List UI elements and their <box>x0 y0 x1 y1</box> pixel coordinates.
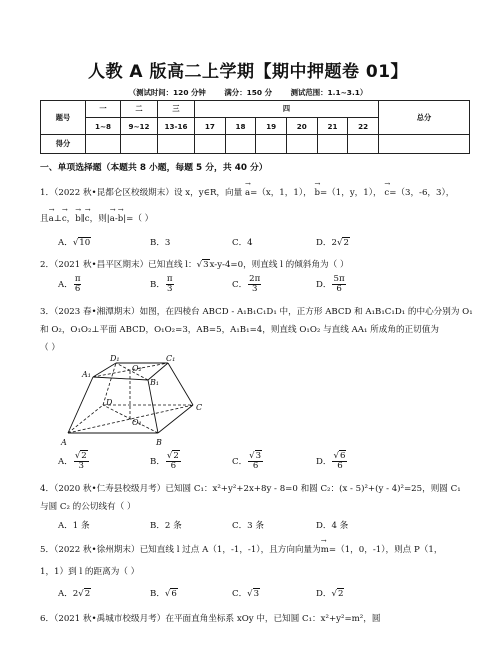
text: A． <box>58 238 73 248</box>
denominator: 6 <box>252 461 259 472</box>
table-cell: 20 <box>286 118 317 135</box>
option-d[interactable] <box>316 275 347 294</box>
table-cell: 18 <box>225 118 256 135</box>
table-cell: 四 <box>195 101 379 118</box>
question-3-line-3: （ ） <box>40 343 60 353</box>
text: C． <box>232 589 248 599</box>
edge-aa1 <box>68 377 93 433</box>
fraction <box>248 452 263 471</box>
text: ，则| <box>89 214 110 224</box>
score-table <box>40 100 470 154</box>
numerator: √2 <box>166 451 179 461</box>
table-cell: 21 <box>317 118 348 135</box>
text: 2．（2021 秋•昌平区期末）已知直线 l： <box>40 260 197 270</box>
question-1-stem <box>40 186 454 198</box>
sqrt-value: 2 <box>81 451 87 461</box>
denominator: 6 <box>170 461 177 472</box>
option-c[interactable]: C．√3 <box>232 589 260 599</box>
numerator: π <box>166 274 173 284</box>
table-cell: 19 <box>256 118 287 135</box>
vector-c: → c <box>384 188 389 198</box>
text: A．2 <box>58 589 79 599</box>
text: C． <box>232 280 248 291</box>
table-cell[interactable] <box>286 135 317 154</box>
option-d[interactable] <box>316 452 348 471</box>
sqrt-value: 2 <box>173 451 179 461</box>
table-cell: 1~8 <box>86 118 121 135</box>
table-cell: 得分 <box>41 135 86 154</box>
option-d[interactable]: D．4 条 <box>316 521 349 531</box>
vector-a: → a <box>49 214 54 224</box>
text: ∥ <box>80 214 85 224</box>
edge-cc1 <box>168 363 193 405</box>
numerator: π <box>74 274 81 284</box>
table-cell: 题号 <box>41 101 86 135</box>
option-b[interactable]: B．2 条 <box>150 521 182 531</box>
table-cell[interactable] <box>158 135 195 154</box>
fraction <box>166 275 174 294</box>
table-cell: 13-16 <box>158 118 195 135</box>
vector-a: → a <box>245 188 250 198</box>
exam-info <box>0 87 496 98</box>
denominator: 6 <box>74 284 81 295</box>
option-d[interactable]: D．√2 <box>316 589 344 599</box>
text: B． <box>150 589 165 599</box>
vector-b: → b <box>314 188 320 198</box>
table-cell[interactable] <box>317 135 348 154</box>
question-2-stem: 2．（2021 秋•昌平区期末）已知直线 l：√3x-y-4=0，则直线 l 的倾斜角为（ ） <box>40 260 349 270</box>
label-o2: O₂ <box>132 364 142 373</box>
label-o1: O₁ <box>132 418 142 427</box>
edge-a1b1 <box>93 377 148 380</box>
table-row <box>41 101 470 118</box>
text: B． <box>150 280 165 291</box>
text: 1．（2022 秋•昆都仑区校级期末）设 x，y∈R，向量 <box>40 188 243 198</box>
sqrt-value: 6 <box>171 589 177 599</box>
question-4-line-2: 与圆 C₂ 的公切线有（ ） <box>40 502 136 512</box>
text: D． <box>316 457 332 468</box>
text: 5．（2022 秋•徐州期末）已知直线 l 过点 A（1，-1，-1），且方向向量为 <box>40 545 321 555</box>
denominator: 3 <box>167 284 173 295</box>
option-a[interactable]: A．√10 <box>58 238 91 248</box>
frustum-figure <box>58 355 218 450</box>
label-c: C <box>196 403 203 412</box>
option-c[interactable]: C．4 <box>232 238 253 248</box>
label-b1: B₁ <box>150 378 160 387</box>
page-title: 人教 A 版高二上学期【期中押题卷 01】 <box>87 62 409 82</box>
table-cell[interactable] <box>379 135 470 154</box>
fraction <box>248 275 261 294</box>
test-scope: 测试范围：1.1~3.1） <box>290 88 368 97</box>
denominator: 6 <box>337 461 343 472</box>
text: D．2 <box>316 238 337 248</box>
denominator: 3 <box>252 284 258 295</box>
question-3-line-1: 3．（2023 春•湘潭期末）如图，在四棱台 ABCD - A₁B₁C₁D₁ 中，正方形 ABCD 和 A₁B₁C₁D₁ 的中心分别为 O₁ <box>40 307 473 317</box>
numerator: √3 <box>249 451 262 461</box>
numerator: 2π <box>249 274 261 284</box>
option-a[interactable] <box>58 275 82 294</box>
text: C． <box>232 457 248 468</box>
text: =（1，0，-1），则点 P（1， <box>328 545 443 555</box>
vector-c: → c <box>85 214 90 224</box>
table-cell: 一 <box>86 101 121 118</box>
text: =（3，-6，3）， <box>389 188 455 198</box>
question-5-line-2: 1，1）到 l 的距离为（ ） <box>40 567 140 577</box>
sqrt-value: 6 <box>339 451 346 461</box>
sqrt-value: 3 <box>253 589 260 599</box>
option-c[interactable] <box>232 452 264 471</box>
numerator: 5π <box>333 274 345 284</box>
option-d[interactable]: D．2√2 <box>316 238 349 248</box>
text: |=（ ） <box>123 214 154 224</box>
vector-a: → a <box>110 214 115 224</box>
hidden-diagonal-bd <box>103 405 158 433</box>
table-cell: 17 <box>195 118 226 135</box>
fraction <box>332 452 347 471</box>
text: ⊥ <box>53 214 62 224</box>
option-c[interactable] <box>232 275 262 294</box>
fraction <box>74 452 89 471</box>
option-a[interactable]: A．1 条 <box>58 521 90 531</box>
sqrt-value: 2 <box>84 589 91 599</box>
option-b[interactable] <box>150 452 182 471</box>
option-b[interactable]: B．3 <box>150 238 171 248</box>
test-time: （测试时间：120 分钟 <box>128 88 206 97</box>
table-cell: 总分 <box>379 101 470 135</box>
table-cell: 三 <box>158 101 195 118</box>
sqrt-value: 10 <box>79 238 91 248</box>
table-cell: 二 <box>121 101 158 118</box>
text: ， <box>66 214 76 224</box>
table-cell[interactable] <box>256 135 287 154</box>
label-c1: C₁ <box>166 355 176 363</box>
sqrt-value: 2 <box>337 589 344 599</box>
denominator: 3 <box>78 461 85 472</box>
fraction <box>166 452 181 471</box>
text: A． <box>58 280 73 291</box>
option-a[interactable]: A．2√2 <box>58 589 91 599</box>
section-heading: 一、单项选择题（本题共 8 小题，每题 5 分，共 40 分） <box>40 163 268 173</box>
sqrt-value: 2 <box>343 238 349 248</box>
sqrt-value: 3 <box>203 260 209 270</box>
table-cell[interactable] <box>348 135 379 154</box>
question-4-line-1: 4．（2020 秋•仁寿县校级月考）已知圆 C₁：x²+y²+2x+8y - 8=0 和圆 C₂：(x - 5)²+(y - 4)²=25，则圆 C₁ <box>40 484 461 494</box>
table-cell[interactable] <box>225 135 256 154</box>
text: x-y-4=0，则直线 l 的倾斜角为（ ） <box>209 260 349 270</box>
vector-c: → c <box>62 214 67 224</box>
text: B． <box>150 457 165 468</box>
table-cell[interactable] <box>121 135 158 154</box>
numerator: √6 <box>333 451 346 461</box>
text: A． <box>58 457 73 468</box>
table-cell: 9~12 <box>121 118 158 135</box>
option-b[interactable]: B．√6 <box>150 589 177 599</box>
text: D． <box>316 280 332 291</box>
edge-bb1 <box>148 380 158 433</box>
table-cell: 22 <box>348 118 379 135</box>
table-cell[interactable] <box>195 135 226 154</box>
vector-m: → m <box>321 545 329 555</box>
label-a1: A₁ <box>82 370 91 379</box>
vector-b: → b <box>75 214 81 224</box>
label-d: D <box>106 398 113 407</box>
text: 且 <box>40 214 49 224</box>
table-cell[interactable] <box>86 135 121 154</box>
question-5-line-1 <box>40 543 442 555</box>
question-3-line-2: 和 O₂，O₁O₂⊥平面 ABCD，O₁O₂=3，AB=5，A₁B₁=4，则直线 O₁O₂ 与直线 AA₁ 所成角的正切值为 <box>40 325 439 335</box>
table-row <box>41 135 470 154</box>
text: =（x，1，1）， <box>250 188 312 198</box>
option-a[interactable] <box>58 452 90 471</box>
sqrt-value: 3 <box>255 451 262 461</box>
label-d1: D₁ <box>110 355 120 363</box>
question-1-stem-2 <box>40 212 153 224</box>
option-b[interactable] <box>150 275 175 294</box>
option-c[interactable]: C．3 条 <box>232 521 264 531</box>
label-a: A <box>61 438 67 447</box>
text: - <box>114 214 118 224</box>
text: D． <box>316 589 332 599</box>
numerator: √2 <box>74 451 87 461</box>
text: =（1，y，1）， <box>319 188 382 198</box>
label-b: B <box>156 438 162 447</box>
fraction <box>74 275 82 294</box>
question-6-line-1: 6．（2021 秋•禹城市校级月考）在平面直角坐标系 xOy 中，已知圆 C₁：x²+y²=m²，圆 <box>40 614 381 624</box>
full-score: 满分：150 分 <box>224 88 272 97</box>
vector-b: → b <box>118 214 124 224</box>
denominator: 6 <box>336 284 342 295</box>
fraction <box>332 275 345 294</box>
